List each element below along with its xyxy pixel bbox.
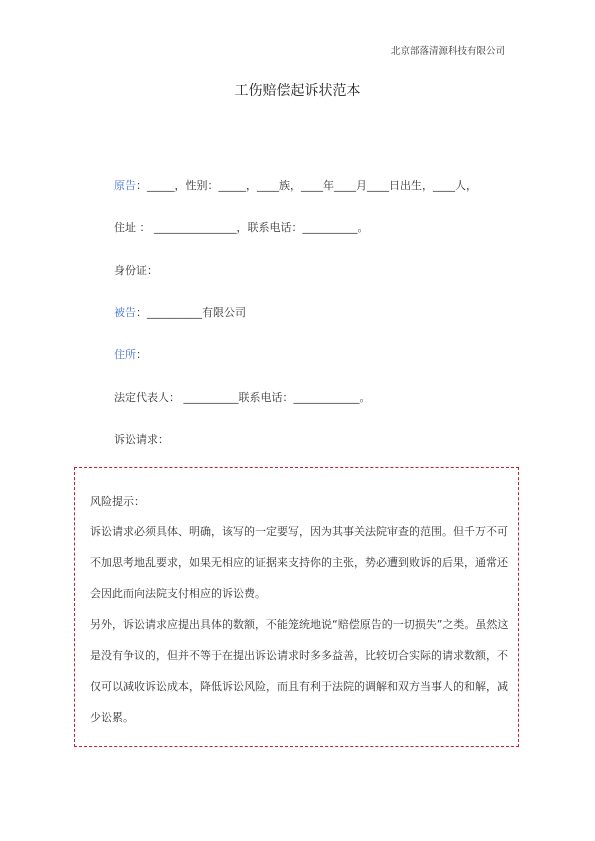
defendant-label: 被告 <box>114 306 136 319</box>
plaintiff-label: 原告 <box>114 179 136 192</box>
defendant-line <box>114 304 246 320</box>
risk-title: 风险提示： <box>90 495 145 508</box>
risk-paragraph-2: 另外，诉讼请求应提出具体的数额，不能笼统地说“赔偿原告的一切损失”之类。虽然这是没有争议的，但并不等于在提出诉讼请求时多多益善，比较切合实际的请求数额，不仅可以减收诉讼成本，降低诉讼风险，而且有利于法院的调解和双方当事人的和解，减少讼累。 <box>90 618 509 724</box>
risk-paragraph-1: 诉讼请求必须具体、明确，该写的一定要写，因为其事关法院审查的范围。但千万不可不加思考地乱要求，如果无相应的证据来支持你的主张，势必遭到败诉的后果，通常还会因此而向法院支付相应的诉讼费。 <box>90 525 508 600</box>
risk-warning-box <box>74 467 519 747</box>
plaintiff-fields: ：_____，性别：_____，____族，____年____月____日出生，____人， <box>136 179 477 192</box>
residence-label: 住所 <box>114 348 136 361</box>
company-name: 北京部落清源科技有限公司 <box>390 46 505 57</box>
claims-line: 诉讼请求： <box>114 433 169 446</box>
legal-representative-line: 法定代表人： __________联系电话：____________。 <box>114 391 371 404</box>
document-title: 工伤赔偿起诉状范本 <box>234 83 361 99</box>
residence-line <box>114 346 147 362</box>
defendant-fields: ：__________有限公司 <box>136 306 246 319</box>
id-card-line: 身份证： <box>114 264 158 277</box>
residence-fields: ： <box>136 348 147 361</box>
plaintiff-line <box>114 177 477 193</box>
address-line: 住址 ： _______________，联系电话：__________。 <box>114 221 369 234</box>
